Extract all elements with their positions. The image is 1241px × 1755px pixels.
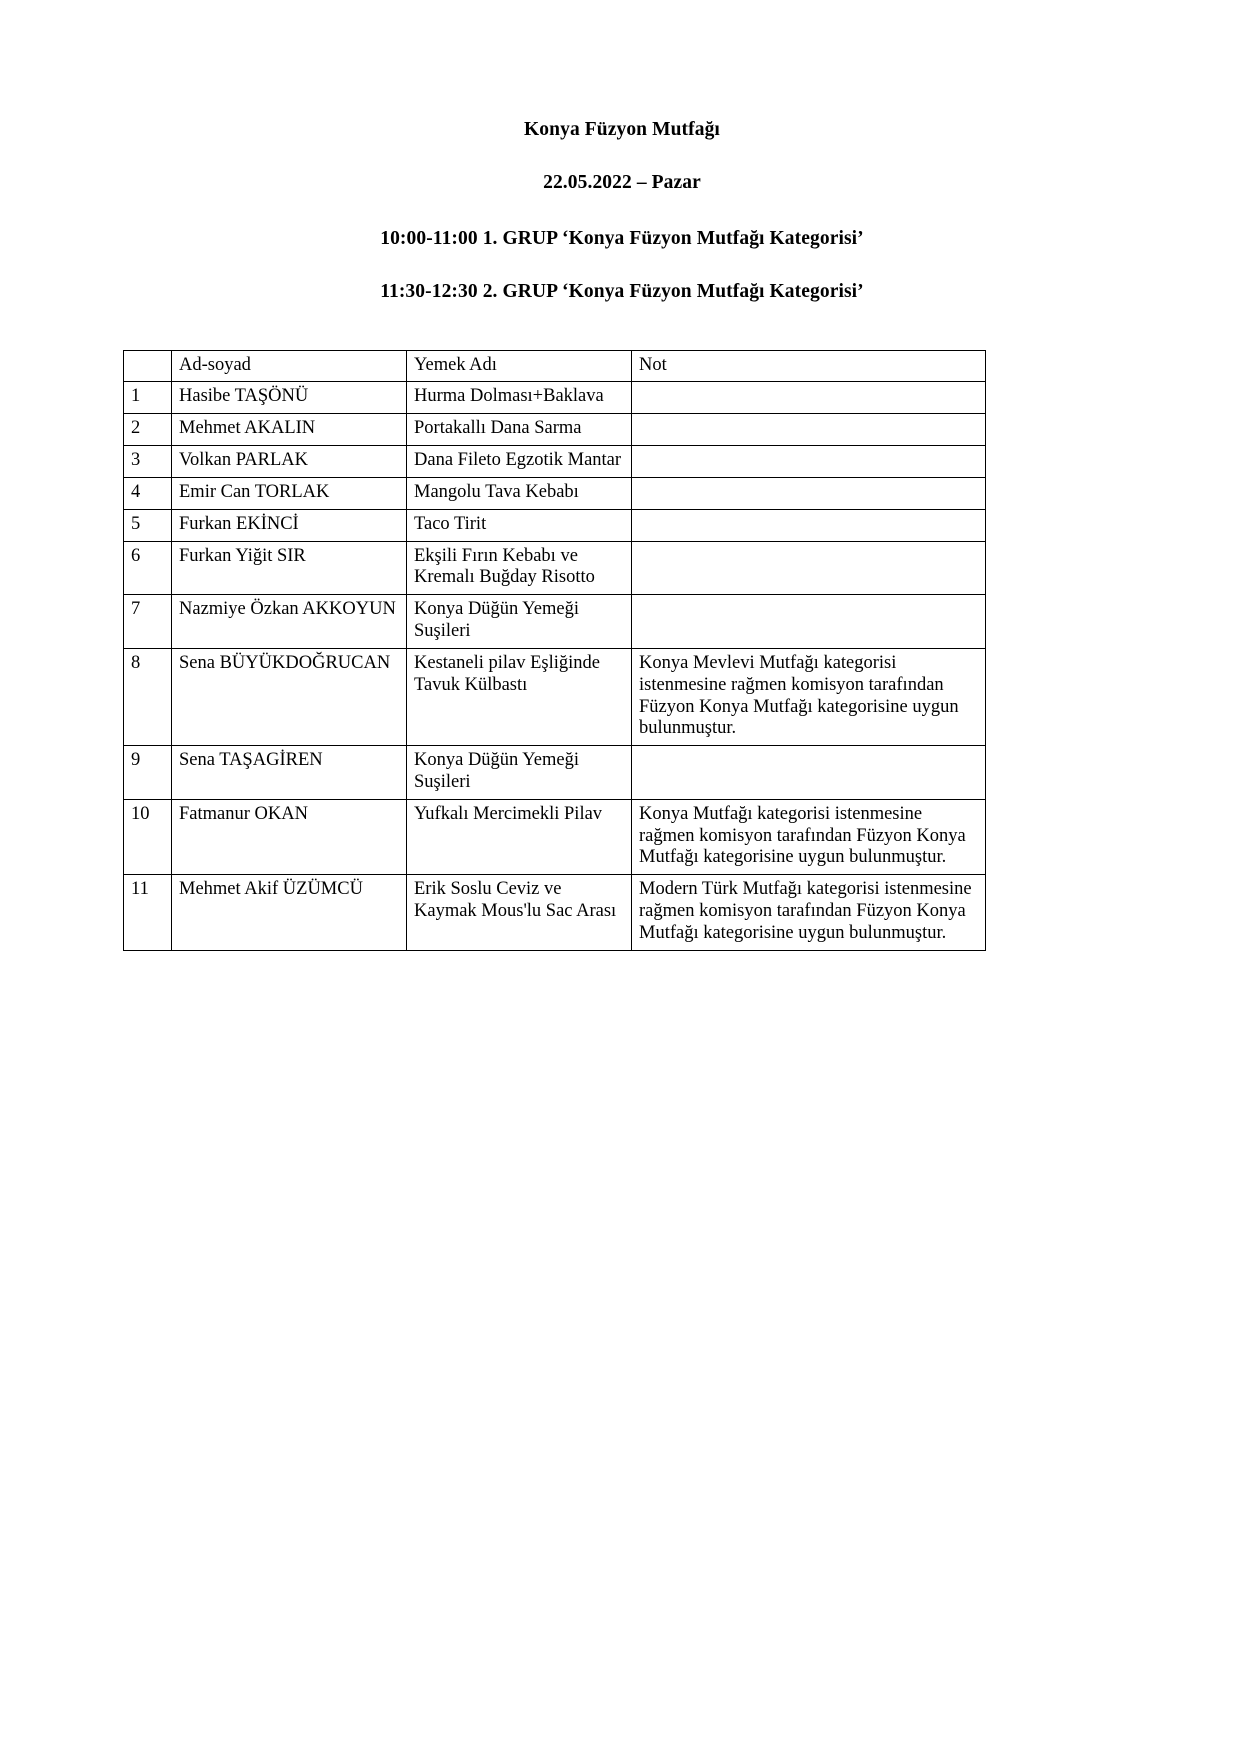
table-row <box>124 541 986 595</box>
table-row <box>124 477 986 509</box>
row-number: 3 <box>124 446 172 478</box>
row-name: Hasibe TAŞÖNÜ <box>172 382 407 414</box>
table-row <box>124 446 986 478</box>
participants-table <box>123 350 986 951</box>
row-dish: Konya Düğün Yemeği Suşileri <box>407 746 632 800</box>
row-note <box>632 541 986 595</box>
row-note <box>632 382 986 414</box>
row-dish: Kestaneli pilav Eşliğinde Tavuk Külbastı <box>407 648 632 745</box>
table-row <box>124 875 986 950</box>
row-name: Nazmiye Özkan AKKOYUN <box>172 595 407 649</box>
table-row <box>124 746 986 800</box>
row-number: 7 <box>124 595 172 649</box>
group-1-schedule: 10:00-11:00 1. GRUP ‘Konya Füzyon Mutfağı Kategorisi’ <box>380 227 864 249</box>
row-name: Furkan Yiğit SIR <box>172 541 407 595</box>
group-2-schedule: 11:30-12:30 2. GRUP ‘Konya Füzyon Mutfağı Kategorisi’ <box>380 281 864 303</box>
table-header <box>124 350 986 382</box>
row-note: Konya Mutfağı kategorisi istenmesine rağmen komisyon tarafından Füzyon Konya Mutfağı kategorisine uygun bulunmuştur. <box>632 799 986 874</box>
table-row <box>124 648 986 745</box>
column-header-note: Not <box>632 350 986 382</box>
row-note: Modern Türk Mutfağı kategorisi istenmesine rağmen komisyon tarafından Füzyon Konya Mutfağı kategorisine uygun bulunmuştur. <box>632 875 986 950</box>
row-number: 1 <box>124 382 172 414</box>
table-row <box>124 799 986 874</box>
row-note <box>632 509 986 541</box>
row-name: Sena BÜYÜKDOĞRUCAN <box>172 648 407 745</box>
row-number: 5 <box>124 509 172 541</box>
table-header-row <box>124 350 986 382</box>
row-dish: Portakallı Dana Sarma <box>407 414 632 446</box>
row-name: Mehmet Akif ÜZÜMCÜ <box>172 875 407 950</box>
row-name: Sena TAŞAGİREN <box>172 746 407 800</box>
table-row <box>124 382 986 414</box>
event-date: 22.05.2022 – Pazar <box>543 172 701 194</box>
row-note: Konya Mevlevi Mutfağı kategorisi istenmesine rağmen komisyon tarafından Füzyon Konya Mutfağı kategorisine uygun bulunmuştur. <box>632 648 986 745</box>
row-name: Volkan PARLAK <box>172 446 407 478</box>
row-dish: Konya Düğün Yemeği Suşileri <box>407 595 632 649</box>
row-dish: Yufkalı Mercimekli Pilav <box>407 799 632 874</box>
row-dish: Taco Tirit <box>407 509 632 541</box>
row-dish: Mangolu Tava Kebabı <box>407 477 632 509</box>
row-dish: Ekşili Fırın Kebabı ve Kremalı Buğday Risotto <box>407 541 632 595</box>
row-number: 6 <box>124 541 172 595</box>
table-row <box>124 414 986 446</box>
row-name: Mehmet AKALIN <box>172 414 407 446</box>
row-dish: Dana Fileto Egzotik Mantar <box>407 446 632 478</box>
row-note <box>632 446 986 478</box>
row-number: 10 <box>124 799 172 874</box>
row-number: 9 <box>124 746 172 800</box>
table-row <box>124 509 986 541</box>
row-note <box>632 595 986 649</box>
row-name: Emir Can TORLAK <box>172 477 407 509</box>
column-header-no <box>124 350 172 382</box>
column-header-name: Ad-soyad <box>172 350 407 382</box>
row-dish: Erik Soslu Ceviz ve Kaymak Mous'lu Sac Arası <box>407 875 632 950</box>
row-dish: Hurma Dolması+Baklava <box>407 382 632 414</box>
page-title: Konya Füzyon Mutfağı <box>524 119 720 140</box>
row-name: Fatmanur OKAN <box>172 799 407 874</box>
row-number: 8 <box>124 648 172 745</box>
row-number: 2 <box>124 414 172 446</box>
row-number: 11 <box>124 875 172 950</box>
row-note <box>632 477 986 509</box>
row-name: Furkan EKİNCİ <box>172 509 407 541</box>
column-header-dish: Yemek Adı <box>407 350 632 382</box>
row-note <box>632 414 986 446</box>
table-body <box>124 382 986 950</box>
row-number: 4 <box>124 477 172 509</box>
table-row <box>124 595 986 649</box>
row-note <box>632 746 986 800</box>
